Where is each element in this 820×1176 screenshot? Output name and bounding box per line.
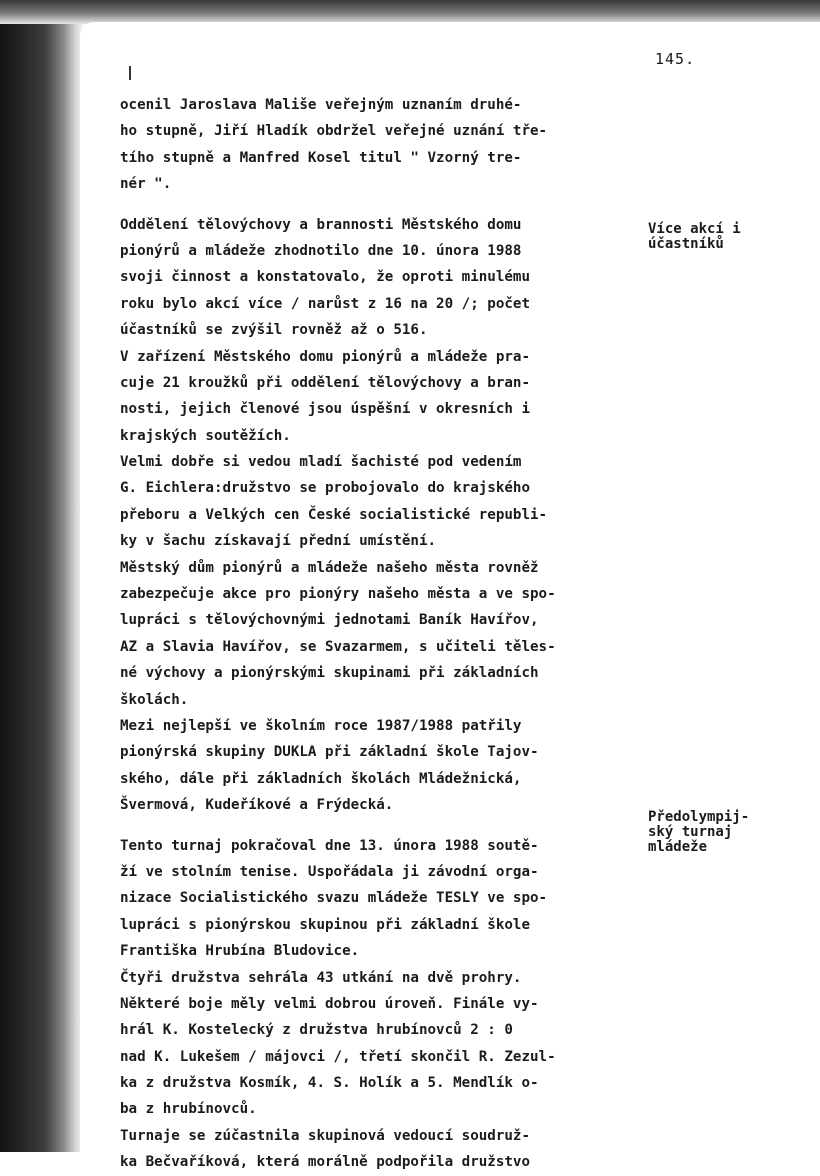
text-line: V zařízení Městského domu pionýrů a mládeže pra-: [120, 348, 530, 365]
paragraph-physical-education-department: [120, 212, 640, 819]
text-line: nizace Socialistického svazu mládeže TESLY ve spo-: [120, 890, 548, 907]
text-line: G. Eichlera:družstvo se probojovalo do krajského: [120, 480, 530, 497]
text-line: účastníků se zvýšil rovněž až o 516.: [120, 322, 428, 339]
text-line: ka z družstva Kosmík, 4. S. Holík a 5. Mendlík o-: [120, 1075, 539, 1092]
text-line: Městský dům pionýrů a mládeže našeho města rovněž: [120, 559, 539, 576]
text-line: Mezi nejlepší ve školním roce 1987/1988 patřily: [120, 717, 522, 734]
text-line: lupráci s tělovýchovnými jednotami Baník Havířov,: [120, 612, 539, 629]
text-line: né výchovy a pionýrskými skupinami při základních: [120, 665, 539, 682]
text-line: přeboru a Velkých cen České socialistické republi-: [120, 506, 548, 523]
margin-note-line: účastníků: [648, 236, 724, 252]
text-line: Oddělení tělovýchovy a brannosti Městského domu: [120, 216, 522, 233]
margin-note-line: ský turnaj: [648, 824, 733, 840]
text-line: nosti, jejich členové jsou úspěšní v okresních i: [120, 401, 530, 418]
text-line: nér ".: [120, 176, 172, 193]
text-line: AZ a Slavia Havířov, se Svazarmem, s učiteli těles-: [120, 638, 556, 655]
text-line: ského, dále při základních školách Mládežnická,: [120, 770, 522, 787]
text-line: pionýrů a mládeže zhodnotilo dne 10. února 1988: [120, 242, 522, 259]
text-line: Švermová, Kudeříkové a Frýdecká.: [120, 797, 394, 814]
text-line: ka Bečvaříková, která morálně podpořila družstvo: [120, 1154, 530, 1171]
text-line: ba z hrubínovců.: [120, 1101, 257, 1118]
text-line: ky v šachu získavají přední umístění.: [120, 533, 437, 550]
text-line: Velmi dobře si vedou mladí šachisté pod vedením: [120, 454, 522, 471]
text-line: hrál K. Kostelecký z družstva hrubínovců 2 : 0: [120, 1022, 513, 1039]
text-line: Františka Hrubína Bludovice.: [120, 943, 360, 960]
margin-note-line: mládeže: [648, 839, 708, 855]
text-line: Turnaje se zúčastnila skupinová vedoucí soudruž-: [120, 1127, 530, 1144]
page-number: 145.: [655, 50, 696, 68]
margin-note-more-events: [648, 222, 741, 252]
text-line: zabezpečuje akce pro pionýry našeho města a ve spo-: [120, 586, 556, 603]
text-line: Tento turnaj pokračoval dne 13. února 1988 soutě-: [120, 837, 539, 854]
text-line: ží ve stolním tenise. Uspořádala ji závodní orga-: [120, 863, 539, 880]
typed-body-text: [120, 92, 640, 1176]
text-line: roku bylo akcí více / narůst z 16 na 20 /; počet: [120, 295, 530, 312]
page-top-edge: [0, 0, 820, 24]
text-line: školách.: [120, 691, 189, 708]
text-line: lupráci s pionýrskou skupinou při základní škole: [120, 916, 530, 933]
margin-note-line: Více akcí i: [648, 221, 741, 237]
paragraph-awards: [120, 92, 640, 198]
text-line: ho stupně, Jiří Hladík obdržel veřejné uznání tře-: [120, 123, 548, 140]
text-line: tího stupně a Manfred Kosel titul " Vzorný tre-: [120, 149, 522, 166]
margin-note-pre-olympic-tournament: [648, 810, 749, 855]
book-binding-shadow: [0, 0, 86, 1152]
text-line: Čtyři družstva sehrála 43 utkání na dvě prohry.: [120, 969, 522, 986]
text-line: pionýrská skupiny DUKLA při základní škole Tajov-: [120, 744, 539, 761]
text-line: nad K. Lukešem / májovci /, třetí skončil R. Zezul-: [120, 1048, 556, 1065]
text-line: Některé boje měly velmi dobrou úroveň. Finále vy-: [120, 995, 539, 1012]
paragraph-table-tennis-tournament: [120, 833, 640, 1176]
text-line: ocenil Jaroslava Mališe veřejným uznaním druhé-: [120, 97, 522, 113]
margin-mark: [129, 66, 131, 80]
text-line: svoji činnost a konstatovalo, že oproti minulému: [120, 269, 530, 286]
text-line: cuje 21 kroužků při oddělení tělovýchovy a bran-: [120, 374, 530, 391]
margin-note-line: Předolympij-: [648, 809, 750, 825]
text-line: krajských soutěžích.: [120, 427, 291, 444]
